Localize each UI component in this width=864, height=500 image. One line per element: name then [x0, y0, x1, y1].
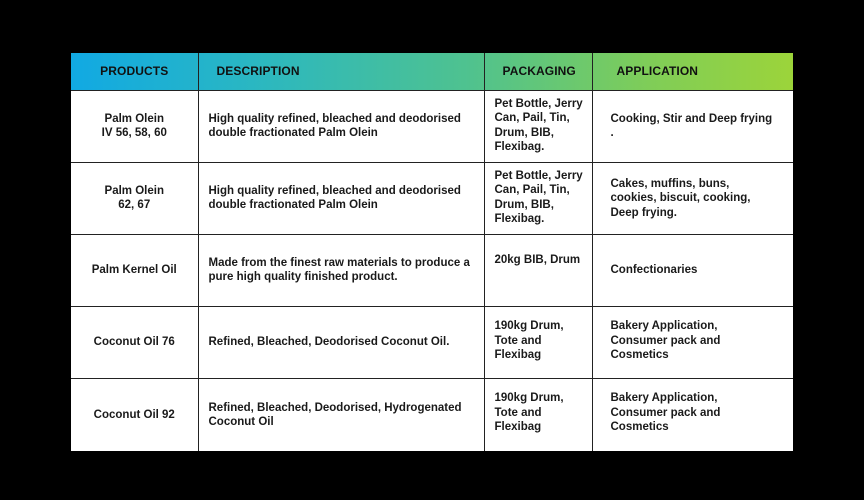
header-packaging: PACKAGING [484, 53, 592, 90]
table-row [71, 234, 793, 306]
header-description: DESCRIPTION [198, 53, 484, 90]
packaging-cell: 190kg Drum, Tote and Flexibag [484, 379, 592, 451]
table-row [71, 90, 793, 162]
product-grade: IV 56, 58, 60 [101, 127, 167, 140]
table-row [71, 379, 793, 451]
application-cell: Cakes, muffins, buns, cookies, biscuit, cooking, Deep frying. [592, 162, 793, 234]
description-cell: Refined, Bleached, Deodorised Coconut Oil. [198, 307, 484, 379]
application-cell: Confectionaries [592, 234, 793, 306]
product-name: Palm Olein [104, 112, 164, 125]
product-name: Coconut Oil 76 [93, 336, 175, 349]
product-cell [71, 379, 198, 451]
application-cell: Cooking, Stir and Deep frying . [592, 90, 793, 162]
table-row [71, 307, 793, 379]
products-table-container [71, 53, 793, 451]
description-cell: Made from the finest raw materials to produce a pure high quality finished product. [198, 234, 484, 306]
products-table [71, 53, 793, 451]
packaging-cell: 20kg BIB, Drum [484, 234, 592, 306]
header-products: PRODUCTS [100, 64, 169, 79]
product-cell [71, 162, 198, 234]
packaging-cell: Pet Bottle, Jerry Can, Pail, Tin, Drum, BIB, Flexibag. [484, 90, 592, 162]
application-cell: Bakery Application, Consumer pack and Cosmetics [592, 379, 793, 451]
product-name: Palm Olein [104, 184, 164, 197]
table-row [71, 162, 793, 234]
packaging-cell: 190kg Drum, Tote and Flexibag [484, 307, 592, 379]
description-cell: Refined, Bleached, Deodorised, Hydrogenated Coconut Oil [198, 379, 484, 451]
product-name: Coconut Oil 92 [93, 408, 175, 421]
description-cell: High quality refined, bleached and deodorised double fractionated Palm Olein [198, 162, 484, 234]
packaging-cell: Pet Bottle, Jerry Can, Pail, Tin, Drum, BIB, Flexibag. [484, 162, 592, 234]
description-cell: High quality refined, bleached and deodorised double fractionated Palm Olein [198, 90, 484, 162]
product-cell [71, 234, 198, 306]
header-application: APPLICATION [592, 53, 793, 90]
table-header-row [71, 53, 793, 90]
application-cell: Bakery Application, Consumer pack and Cosmetics [592, 307, 793, 379]
product-cell [71, 90, 198, 162]
product-cell [71, 307, 198, 379]
product-name: Palm Kernel Oil [91, 264, 177, 277]
product-grade: 62, 67 [118, 199, 151, 212]
